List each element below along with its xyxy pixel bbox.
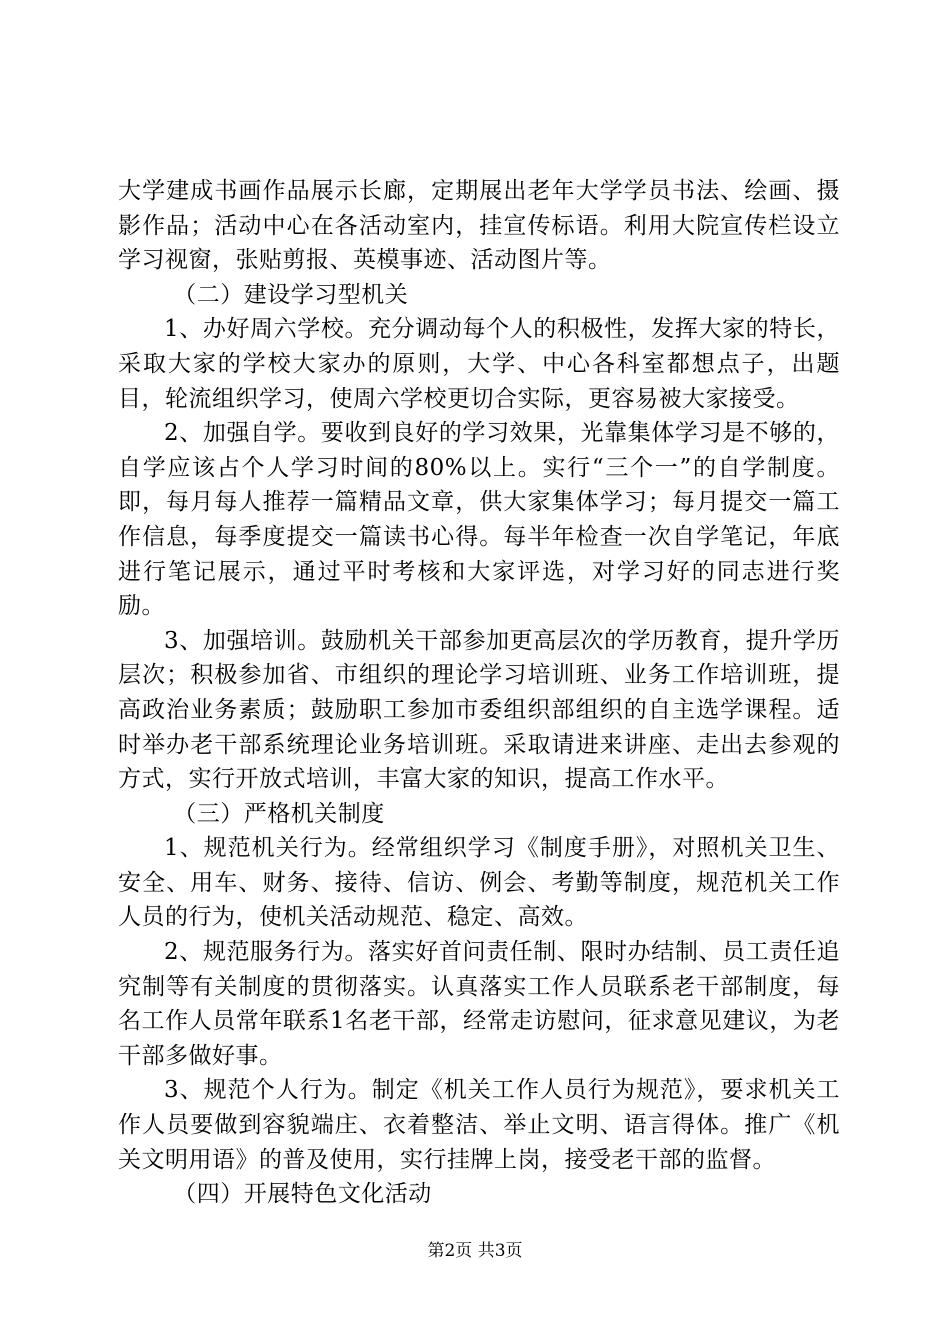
page-number-label: 第2页 共3页 xyxy=(427,1241,523,1261)
paragraph-saturday-school: 1、办好周六学校。充分调动每个人的积极性，发挥大家的特长，采取大家的学校大家办的原则，大学、中心各科室都想点子，出题目，轮流组织学习，使周六学校更切合实际，更容易被大家接受。 xyxy=(118,316,840,412)
paragraph-personal-conduct: 3、规范个人行为。制定《机关工作人员行为规范》，要求机关工作人员要做到容貌端庄、衣着整洁、举止文明、语言得体。推广《机关文明用语》的普及使用，实行挂牌上岗，接受老干部的监督。 xyxy=(118,1077,840,1173)
section-heading-2: （二）建设学习型机关 xyxy=(173,281,409,308)
paragraph-training: 3、加强培训。鼓励机关干部参加更高层次的学历教育，提升学历层次；积极参加省、市组织的理论学习培训班、业务工作培训班，提高政治业务素质；鼓励职工参加市委组织部组织的自主选学课程。适时举办老干部系统理论业务培训班。采取请进来讲座、走出去参观的方式，实行开放式培训，丰富大家的知识，提高工作水平。 xyxy=(118,627,840,793)
section-heading-4: （四）开展特色文化活动 xyxy=(173,1181,432,1208)
paragraph-continued: 大学建成书画作品展示长廊，定期展出老年大学学员书法、绘画、摄影作品；活动中心在各活动室内，挂宣传标语。利用大院宣传栏设立学习视窗，张贴剪报、英模事迹、活动图片等。 xyxy=(118,178,840,274)
page-footer xyxy=(0,1240,950,1262)
section-heading-3: （三）严格机关制度 xyxy=(173,800,385,827)
document-body xyxy=(118,174,840,1212)
paragraph-self-study: 2、加强自学。要收到良好的学习效果，光靠集体学习是不够的，自学应该占个人学习时间的80%以上。实行“三个一”的自学制度。即，每月每人推荐一篇精品文章，供大家集体学习；每月提交一篇工作信息，每季度提交一篇读书心得。每半年检查一次自学笔记，年底进行笔记展示，通过平时考核和大家评选，对学习好的同志进行奖励。 xyxy=(118,420,840,620)
paragraph-service-conduct: 2、规范服务行为。落实好首问责任制、限时办结制、员工责任追究制等有关制度的贯彻落实。认真落实工作人员联系老干部制度，每名工作人员常年联系1名老干部，经常走访慰问，征求意见建议，为老干部多做好事。 xyxy=(118,939,840,1069)
paragraph-office-conduct: 1、规范机关行为。经常组织学习《制度手册》，对照机关卫生、安全、用车、财务、接待、信访、例会、考勤等制度，规范机关工作人员的行为，使机关活动规范、稳定、高效。 xyxy=(118,835,840,931)
